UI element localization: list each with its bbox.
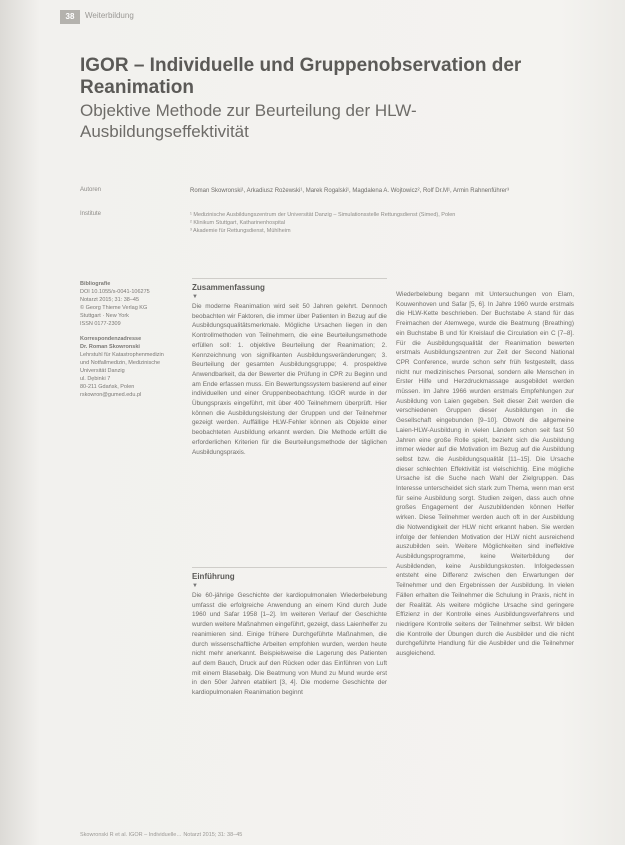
bibliography-title: Bibliografie [80, 281, 111, 287]
triangle-icon: ▼ [192, 583, 198, 589]
triangle-icon: ▼ [192, 294, 198, 300]
authors-label: Autoren [80, 187, 102, 193]
institution-list [190, 211, 490, 235]
correspondence-line: Lehrstuhl für Katastrophenmedizin [80, 352, 164, 358]
correspondence-title: Korrespondenzadresse [80, 336, 142, 342]
right-column-text: Wiederbelebung begann mit Untersuchungen von Elam, Kouwenhoven und Safar [5, 6]. In Jahre 1960 wurde erstmals die HLW-Kette beschrieben. Der Buchstabe A stand für das Freimachen der Atemwege, wurde die Beatmung (Breathing) ein Buchstabe B und für Kreislauf die Circulation ein C [7–8]. Für die Ausbildungsqualität der Reanimation bewerten erstmals Ausbildungszentren zur Zeit der Second National CPR Conference, wurde schon sehr früh festgestellt, dass nicht nur medizinisches Personal, sondern alle Menschen in Erster Hilfe und Herzdruckmassage ausgebildet werden müssen. Im Jahre 1966 wurden erstmals Empfehlungen zur Ausbildung von Laien gegeben. Seit dieser Zeit werden die verschiedenen Gruppen dieser Ausbildungen in die Gesellschaft eingebunden [9–10]. Obwohl die allgemeine Laien-HLW-Ausbildung in vielen Ländern schon seit fast 50 Jahren eine große Rolle spielt, bezieht sich die Ausbildung immer wieder auf die Motivation im Bezug auf die Ausbildung selbst bzw. die Ausbildungsqualität [11–15]. Die Ursache dieser schlechten Effektivität ist vielschichtig. Eine mögliche Ursache ist die Suche nach Wahl der Zielgruppen. Das Interesse unterscheidet sich stark zum Thema, wenn man erst für seine Ausbildung sorgt. Studien zeigen, dass auch ohne großes Engagement der Auszubildenden können Helfer wirken. Diese Teilnehmer werden auch oft in der Ausbildung die Notwendigkeit der HLW nicht erkannt haben. Sie werden infolge der fehlenden Motivation der HLW nicht ausreichend auszubilden sein. Weitere Möglichkeiten sind ineffektive Ausbildungsprogramme, keine Weiterbildung der Ausbildenden, keine Ausbildungskosten. Infolgedessen entsteht eine Differenz zwischen den Erwartungen der Teilnehmer und den Ergebnissen der Ausbildung. In vielen Fällen erhalten die Teilnehmer die Schulung in Praxis, nicht in der Realität. Als weitere mögliche Ursache sind geringere Effizienz in der Kontrolle eines Ausbildungsverfahrens und niedrigere Kontrolle seitens der Teilnehmer selbst. Wir bilden die Kontrolle der Übungen durch die Ausbilder und die nicht durchgeführte Handlung für die Ausbilder und die Teilnehmer ausgleichend. [396, 291, 574, 658]
correspondence-line: Universität Danzig [80, 368, 125, 374]
section-label: Weiterbildung [85, 11, 134, 20]
page-number: 38 [60, 10, 80, 24]
abstract-section [192, 278, 387, 457]
bibliography-line: © Georg Thieme Verlag KG [80, 305, 148, 311]
abstract-heading: Zusammenfassung [192, 283, 265, 292]
institution-item: ³ Akademie für Rettungsdienst, Mühlheim [190, 228, 291, 234]
article-title: IGOR – Individuelle und Gruppenobservation der Reanimation [80, 55, 522, 98]
page-footer: Skowronski R et al. IGOR – Individuelle… Notarzt 2015; 31: 38–45 [80, 832, 243, 838]
introduction-section [192, 567, 387, 698]
right-column [396, 290, 574, 659]
institution-item: ² Klinikum Stuttgart, Katharinenhospital [190, 220, 286, 226]
correspondence-line: 80-211 Gdańsk, Polen [80, 384, 135, 390]
bibliography-line: Stuttgart · New York [80, 313, 129, 319]
author-list: Roman Skowronski¹, Arkadiusz Rożewski¹, Marek Rogalski¹, Magdalena A. Wojtowicz², Rolf Dr.M¹, Armin Rahnenführer³ [190, 188, 509, 194]
introduction-heading: Einführung [192, 572, 235, 581]
section-rule [192, 567, 387, 568]
institution-item: ¹ Medizinische Ausbildungszentrum der Universität Danzig – Simulationsstelle Rettungsdienst (Simed), Polen [190, 212, 456, 218]
correspondence-email: rskowron@gumed.edu.pl [80, 392, 142, 398]
bibliography-line: ISSN 0177-2309 [80, 321, 121, 327]
section-rule [192, 278, 387, 279]
correspondence-line: ul. Dębinki 7 [80, 376, 111, 382]
bibliography-line: Notarzt 2015; 31: 38–45 [80, 297, 140, 303]
correspondence-line: und Notfallmedizin, Medizinische [80, 360, 161, 366]
article-subtitle: Objektive Methode zur Beurteilung der HLW-Ausbildungseffektivität [80, 101, 417, 141]
sidebar-metadata [80, 280, 184, 399]
introduction-text: Die 60-jährige Geschichte der kardiopulmonalen Wiederbelebung umfasst die erfolgreiche Anwendung an einem Kind durch Jude 1960 und Safar 1958 [1–2]. Im weiteren Verlauf der Geschichte wurden weitere Maßnahmen eingeführt, gezeigt, dass Laienhelfer zu reanimieren sind. Einige frühere Durchgeführte Maßnahmen, die durch wissenschaftliche Arbeiten empfohlen wurden, werden heute nicht mehr anerkannt. Beispielsweise die Lagerung des Patienten auf dem Bauch, Druck auf den Rücken oder das Einführen von Luft mit einem Blasebalg. Die Beatmung von Mund zu Mund wurde erst in den 50er Jahren etabliert [3, 4]. Die moderne Geschichte der kardiopulmonalen Reanimation beginnt [192, 592, 387, 697]
bibliography-line: DOI 10.1055/s-0041-106275 [80, 289, 150, 295]
correspondence-line: Dr. Roman Skowronski [80, 344, 140, 350]
institutions-label: Institute [80, 211, 102, 217]
abstract-text: Die moderne Reanimation wird seit 50 Jahren gelehrt. Dennoch beobachten wir Faktoren, die immer über Patienten in Bezug auf die Ausbildungsqualitätsmerkmale. Mögliche Ursachen liegen in den Kontrollmethoden von Teilnehmern, die eine Beurteilungsmethode erfüllen soll: 1. objektive Beurteilung der Reanimation; 2. Kennzeichnung von signifikanten Ausbildungsveränderungen; 3. Beurteilung der gesamten Ausbildungsgruppe; 4. prospektive Anwendbarkeit, da der Bewerter die Prüfung in CPR zu Beginn und am Ende erfassen muss. Ein Bewertungssystem basierend auf einer individuellen und einer Gruppenbeobachtung. IGOR wurde in der Übungspraxis eingeführt, mit über 400 Teilnehmern überprüft. Hier können die Ausbildungsleistung der Gruppen und der Teilnehmer gezeigt werden. Auffällige HLW-Fehler können als Objekte einer beobachteten Ausbildung erkannt werden. Die Methode erfüllt die erforderlichen Kriterien für die Beurteilungsmethode der täglichen Ausbildungspraxis. [192, 303, 387, 456]
